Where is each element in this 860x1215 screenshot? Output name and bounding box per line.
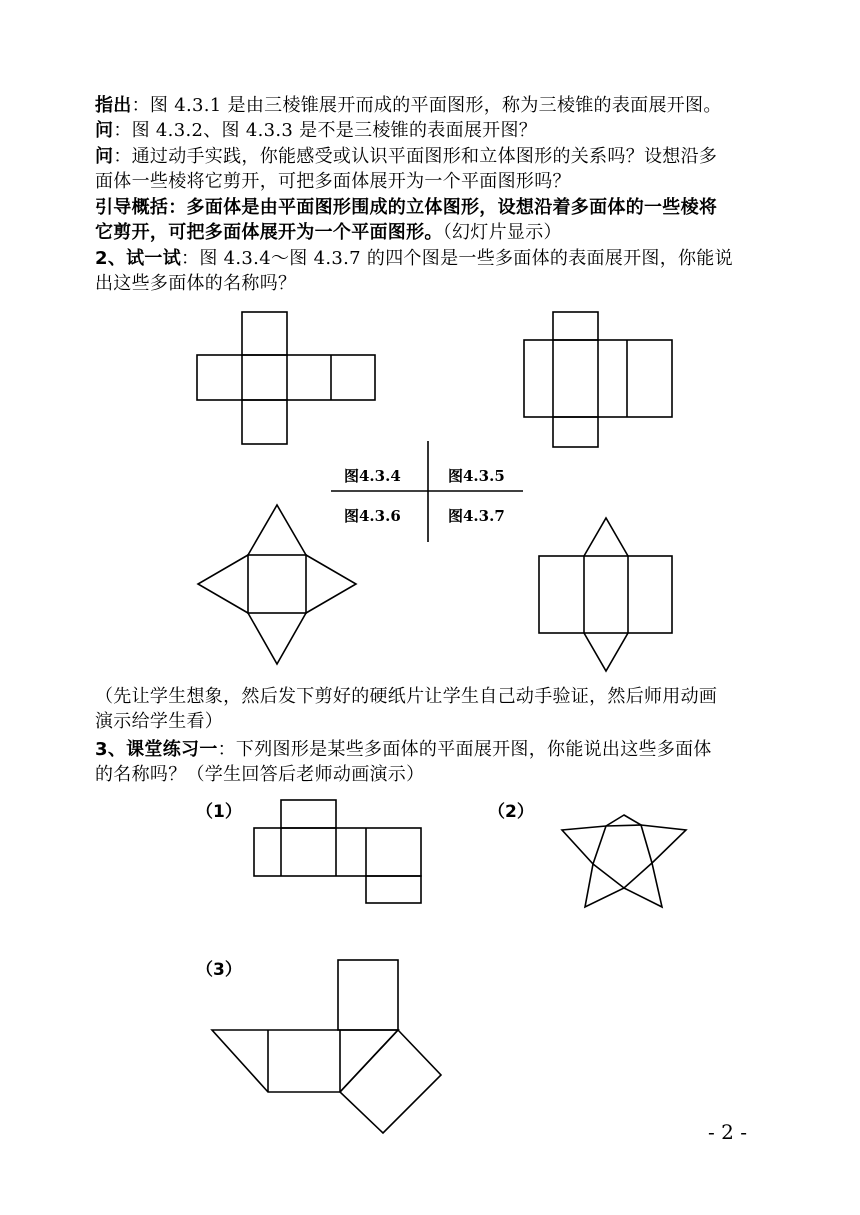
text-try-line2: 出这些多面体的名称吗？ <box>95 273 297 294</box>
exercise-2-net <box>562 815 686 907</box>
figure-label-4-3-4: 图4.3.4 <box>344 467 401 485</box>
label-question-2: 问 <box>95 146 114 167</box>
label-exercise: 3、课堂练习一 <box>95 739 218 760</box>
exercise-3-net <box>212 960 441 1133</box>
exercise-label-3: （3） <box>196 960 242 980</box>
text-exercise-line1: ：下列图形是某些多面体的平面展开图，你能说出这些多面体 <box>217 739 712 760</box>
figure-prism-net <box>539 518 672 671</box>
paragraph-note <box>95 685 770 710</box>
figure-cube-net <box>197 312 375 444</box>
text-try-line1: ：图 4.3.4～图 4.3.7 的四个图是一些多面体的表面展开图，你能说 <box>181 248 733 269</box>
label-summary: 引导概括 <box>95 197 169 218</box>
exercise-1-net <box>254 800 421 903</box>
text-summary-line1: ：多面体是由平面图形围成的立体图形，设想沿着多面体的一些棱将 <box>168 197 718 218</box>
text-question-2-line1: ：通过动手实践，你能感受或认识平面图形和立体图形的关系吗？设想沿多 <box>113 146 718 167</box>
exercise-label-2: （2） <box>488 802 534 822</box>
page-number: - 2 - <box>708 1120 747 1144</box>
figure-label-4-3-6: 图4.3.6 <box>344 507 401 525</box>
label-point-out: 指出 <box>95 95 132 116</box>
text-note-line2: 演示给学生看） <box>95 711 224 732</box>
paragraph-exercise <box>95 738 770 763</box>
figure-label-4-3-7: 图4.3.7 <box>448 507 505 525</box>
text-exercise-line2: 的名称吗？（学生回答后老师动画演示） <box>95 764 425 785</box>
figure-cuboid-net <box>524 312 672 447</box>
paragraph-exercise-cont <box>95 763 770 788</box>
exercise-label-1: （1） <box>196 802 242 822</box>
figure-label-cross <box>331 441 523 542</box>
figure-label-4-3-5: 图4.3.5 <box>448 467 505 485</box>
figure-pyramid-net <box>198 505 356 664</box>
label-question-1: 问 <box>95 120 114 141</box>
text-question-2-line2: 面体一些棱将它剪开，可把多面体展开为一个平面图形吗？ <box>95 171 571 192</box>
text-summary-line2: 它剪开，可把多面体展开为一个平面图形。 <box>95 222 443 243</box>
text-question-1: ：图 4.3.2、图 4.3.3 是不是三棱锥的表面展开图？ <box>113 120 538 141</box>
text-summary-tail: （幻灯片显示） <box>442 222 562 243</box>
paragraph-note-cont <box>95 710 770 735</box>
text-point-out: ：图 4.3.1 是由三棱锥展开而成的平面图形，称为三棱锥的表面展开图。 <box>131 95 722 116</box>
label-try: 2、试一试 <box>95 248 182 269</box>
text-note-line1: （先让学生想象，然后发下剪好的硬纸片让学生自己动手验证，然后师用动画 <box>95 686 718 707</box>
